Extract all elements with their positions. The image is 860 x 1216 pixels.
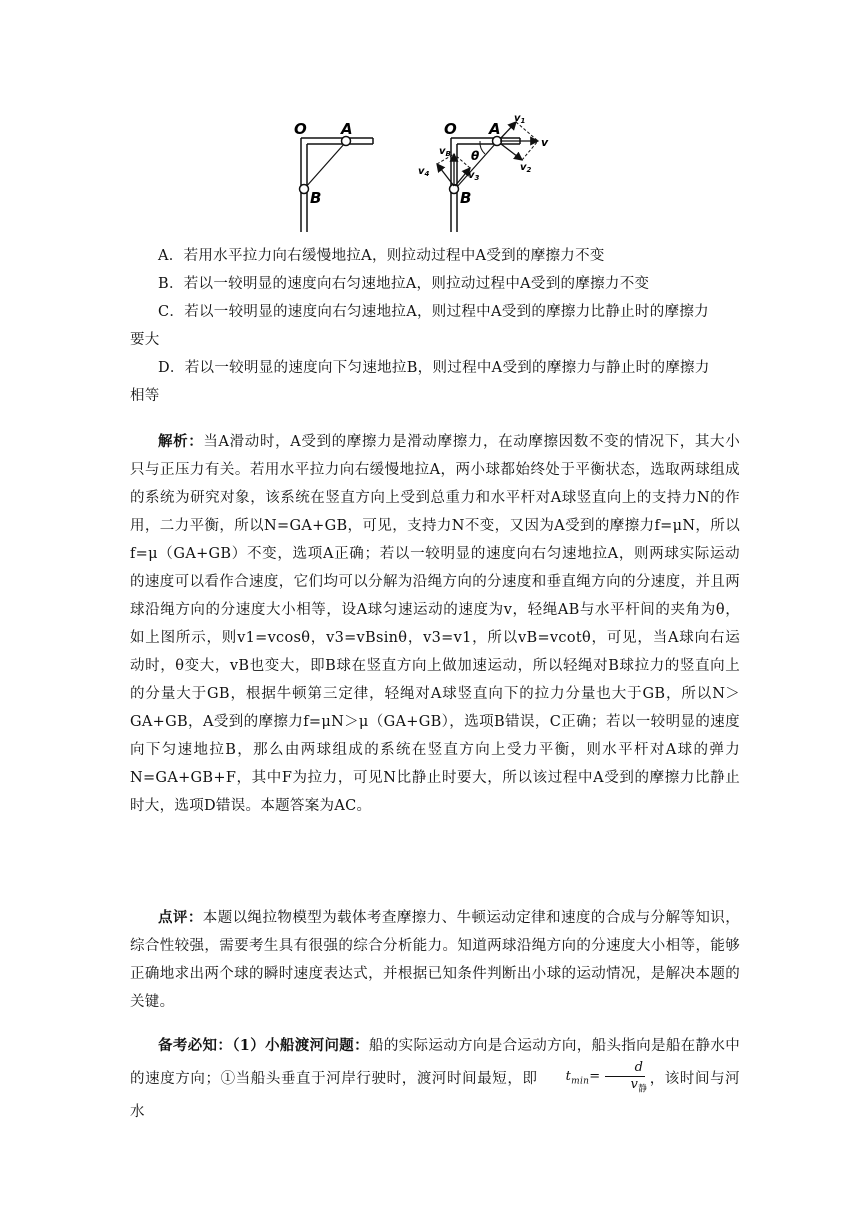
option-b-text: B．若以一较明显的速度向右匀速地拉A，则拉动过程中A受到的摩擦力不变 [158,276,650,292]
label-v4: $v_4$ [418,166,430,178]
label-o: O [444,120,457,138]
analysis-section [130,428,740,820]
figure-left [290,110,390,235]
label-theta: θ [471,149,480,163]
comment-label: 点评： [158,909,203,926]
label-o: O [294,120,307,138]
label-b: B [460,189,472,207]
option-d [130,354,740,410]
label-v1: $v_1$ [514,113,526,125]
option-d-line2: 相等 [130,388,160,404]
option-a-text: A．若用水平拉力向右缓慢地拉A，则拉动过程中A受到的摩擦力不变 [158,248,605,264]
comment-section [130,904,740,1016]
label-a: A [489,120,501,138]
option-c [130,298,740,354]
prep-text1: 船的实际运动方向是合运动方向，船头指向是船在静水中的速度方向；①当船头垂直于河岸行驶时，渡河时间最短，即 [130,1038,741,1087]
prep-section [130,1032,740,1126]
analysis-text: 当A滑动时，A受到的摩擦力是滑动摩擦力，在动摩擦因数不变的情况下，其大小只与正压力有关。若用水平拉力向右缓慢地拉A，两小球都始终处于平衡状态，选取两球组成的系统为研究对象，该系统在竖直方向上受到总重力和水平杆对A球竖直向上的支持力N的作用，二力平衡，所以N=GA+GB，可见，支持力N不变，又因为A受到的摩擦力f=μN，所以f=μ（GA+GB）不变，选项A正确；若以一较明显的速度向右匀速地拉A，则两球实际运动的速度可以看作合速度，它们均可以分解为沿绳方向的分速度和垂直绳方向的分速度，并且两球沿绳方向的分速度大小相等，设A球匀速运动的速度为v，轻绳AB与水平杆间的夹角为θ，如上图所示，则v1=vcosθ，v3=vBsinθ，v3=v1，所以vB=vcotθ，可见，当A球向右运动时，θ变大，vB也变大，即B球在竖直方向上做加速运动，所以轻绳对B球拉力的竖直向上的分量大于GB，根据牛顿第三定律，轻绳对A球竖直向下的拉力分量也大于GB，所以N＞GA+GB，A受到的摩擦力f=μN＞μ（GA+GB），选项B错误，C正确；若以一较明显的速度向下匀速地拉B，那么由两球组成的系统在竖直方向上受力平衡，则水平杆对A球的弹力N=GA+GB+F，其中F为拉力，可见N比静止时要大，所以该过程中A受到的摩擦力比静止时大，选项D错误。本题答案为AC。 [130,434,740,814]
label-v3: $v_3$ [468,170,480,182]
analysis-label: 解析： [158,433,204,450]
prep-label: 备考必知： [158,1037,233,1054]
label-vb: $v_B$ [439,146,451,158]
formula-fraction: $\frac{d}{v_静}$ [602,1060,647,1098]
figure-area [290,110,550,235]
prep-text2: ，该时间与河水 [130,1070,740,1120]
label-a: A [341,120,353,138]
prep-item-label: （1）小船渡河问题： [232,1037,369,1054]
figure-right [410,110,550,235]
option-c-line2: 要大 [130,332,160,348]
formula-tmin: $t_{min}=$ [565,1068,601,1087]
option-d-line1: D．若以一较明显的速度向下匀速地拉B，则过程中A受到的摩擦力与静止时的摩擦力 [158,360,710,376]
label-v: v [541,136,549,149]
label-b: B [310,189,322,207]
option-c-line1: C．若以一较明显的速度向右匀速地拉A，则过程中A受到的摩擦力比静止时的摩擦力 [158,304,709,320]
comment-text: 本题以绳拉物模型为载体考查摩擦力、牛顿运动定律和速度的合成与分解等知识，综合性较强，需要考生具有很强的综合分析能力。知道两球沿绳方向的分速度大小相等，能够正确地求出两个球的瞬时速度表达式，并根据已知条件判断出小球的运动情况，是解决本题的关键。 [130,910,740,1010]
option-a [130,242,740,270]
label-v2: $v_2$ [520,162,532,174]
option-b [130,270,740,298]
